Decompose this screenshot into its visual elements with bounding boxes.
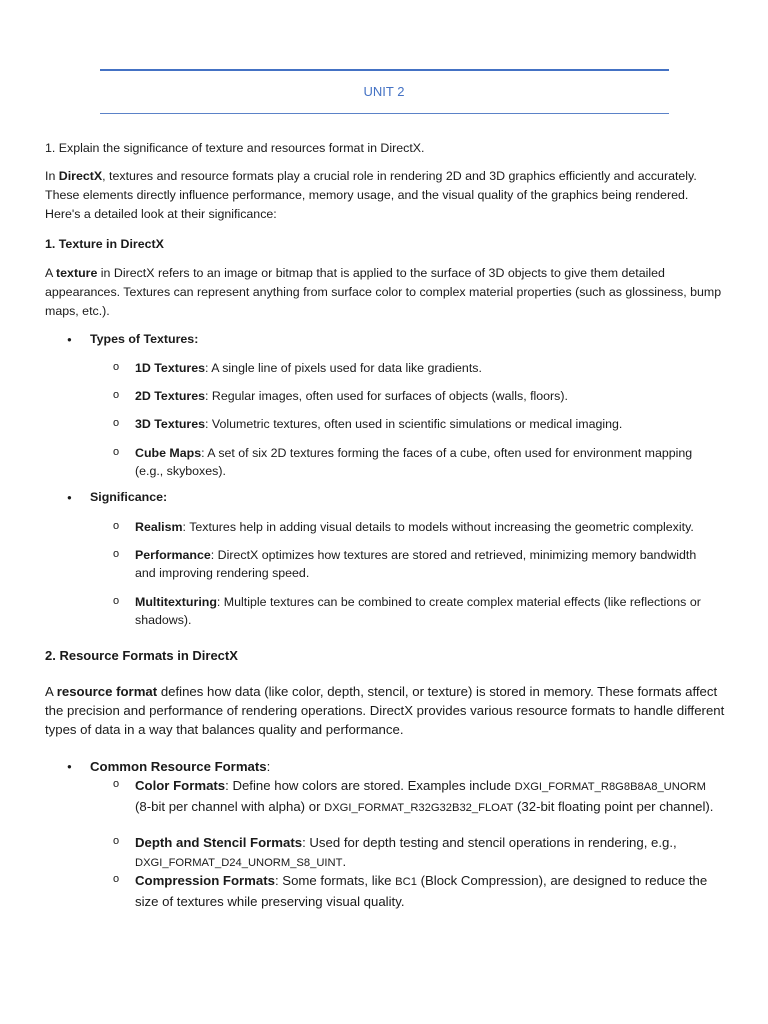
- types-bullet: ● Types of Textures:: [68, 330, 198, 349]
- question-text: 1. Explain the significance of texture and resources format in DirectX.: [45, 141, 425, 155]
- header-rule-bottom: [100, 113, 669, 114]
- list-item: o Performance: DirectX optimizes how textures are stored and retrieved, minimizing memory bandwidth and improving rendering speed.: [113, 546, 718, 582]
- common-formats-bullet: ● Common Resource Formats:: [68, 757, 270, 776]
- intro-paragraph: In DirectX, textures and resource formats play a crucial role in rendering 2D and 3D graphics efficiently and accurately. These elements directly influence performance, memory usage, and the visual quality of the graphics being rendered. Here's a detailed look at their significance:: [45, 169, 697, 221]
- list-item: o Depth and Stencil Formats: Used for depth testing and stencil operations in rendering, e.g., DXGI_FORMAT_D24_UNORM_S8_UINT.: [113, 833, 718, 873]
- section1-heading: 1. Texture in DirectX: [45, 237, 164, 251]
- list-item: o 2D Textures: Regular images, often used for surfaces of objects (walls, floors).: [113, 387, 718, 405]
- significance-bullet: ● Significance:: [68, 488, 167, 507]
- header-rule-top: [100, 69, 669, 71]
- texture-paragraph: A texture in DirectX refers to an image or bitmap that is applied to the surface of 3D objects to give them detailed appearances. Textures can represent anything from surface color to complex material properties (such as glossiness, bump maps, etc.).: [45, 266, 722, 318]
- list-item: o Realism: Textures help in adding visual details to models without increasing the geometric complexity.: [113, 518, 718, 536]
- section2-heading: 2. Resource Formats in DirectX: [45, 648, 238, 663]
- list-item: o Multitexturing: Multiple textures can be combined to create complex material effects (like reflections or shadows).: [113, 593, 718, 629]
- resource-format-paragraph: A resource format defines how data (like color, depth, stencil, or texture) is stored in memory. These formats affect the precision and performance of rendering operations. DirectX provides various resource formats to handle different types of data in a way that balances quality and performance.: [45, 684, 725, 737]
- list-item: o Compression Formats: Some formats, like BC1 (Block Compression), are designed to reduce the size of textures while preserving visual quality.: [113, 871, 718, 911]
- unit-title: UNIT 2: [363, 84, 405, 99]
- list-item: o Color Formats: Define how colors are stored. Examples include DXGI_FORMAT_R8G8B8A8_UNORM (8-bit per channel with alpha) or DXGI_FORMAT_R32G32B32_FLOAT (32-bit floating point per channel).: [113, 776, 718, 818]
- list-item: o 3D Textures: Volumetric textures, often used in scientific simulations or medical imaging.: [113, 415, 718, 433]
- list-item: o 1D Textures: A single line of pixels used for data like gradients.: [113, 359, 718, 377]
- list-item: o Cube Maps: A set of six 2D textures forming the faces of a cube, often used for environment mapping (e.g., skyboxes).: [113, 444, 718, 480]
